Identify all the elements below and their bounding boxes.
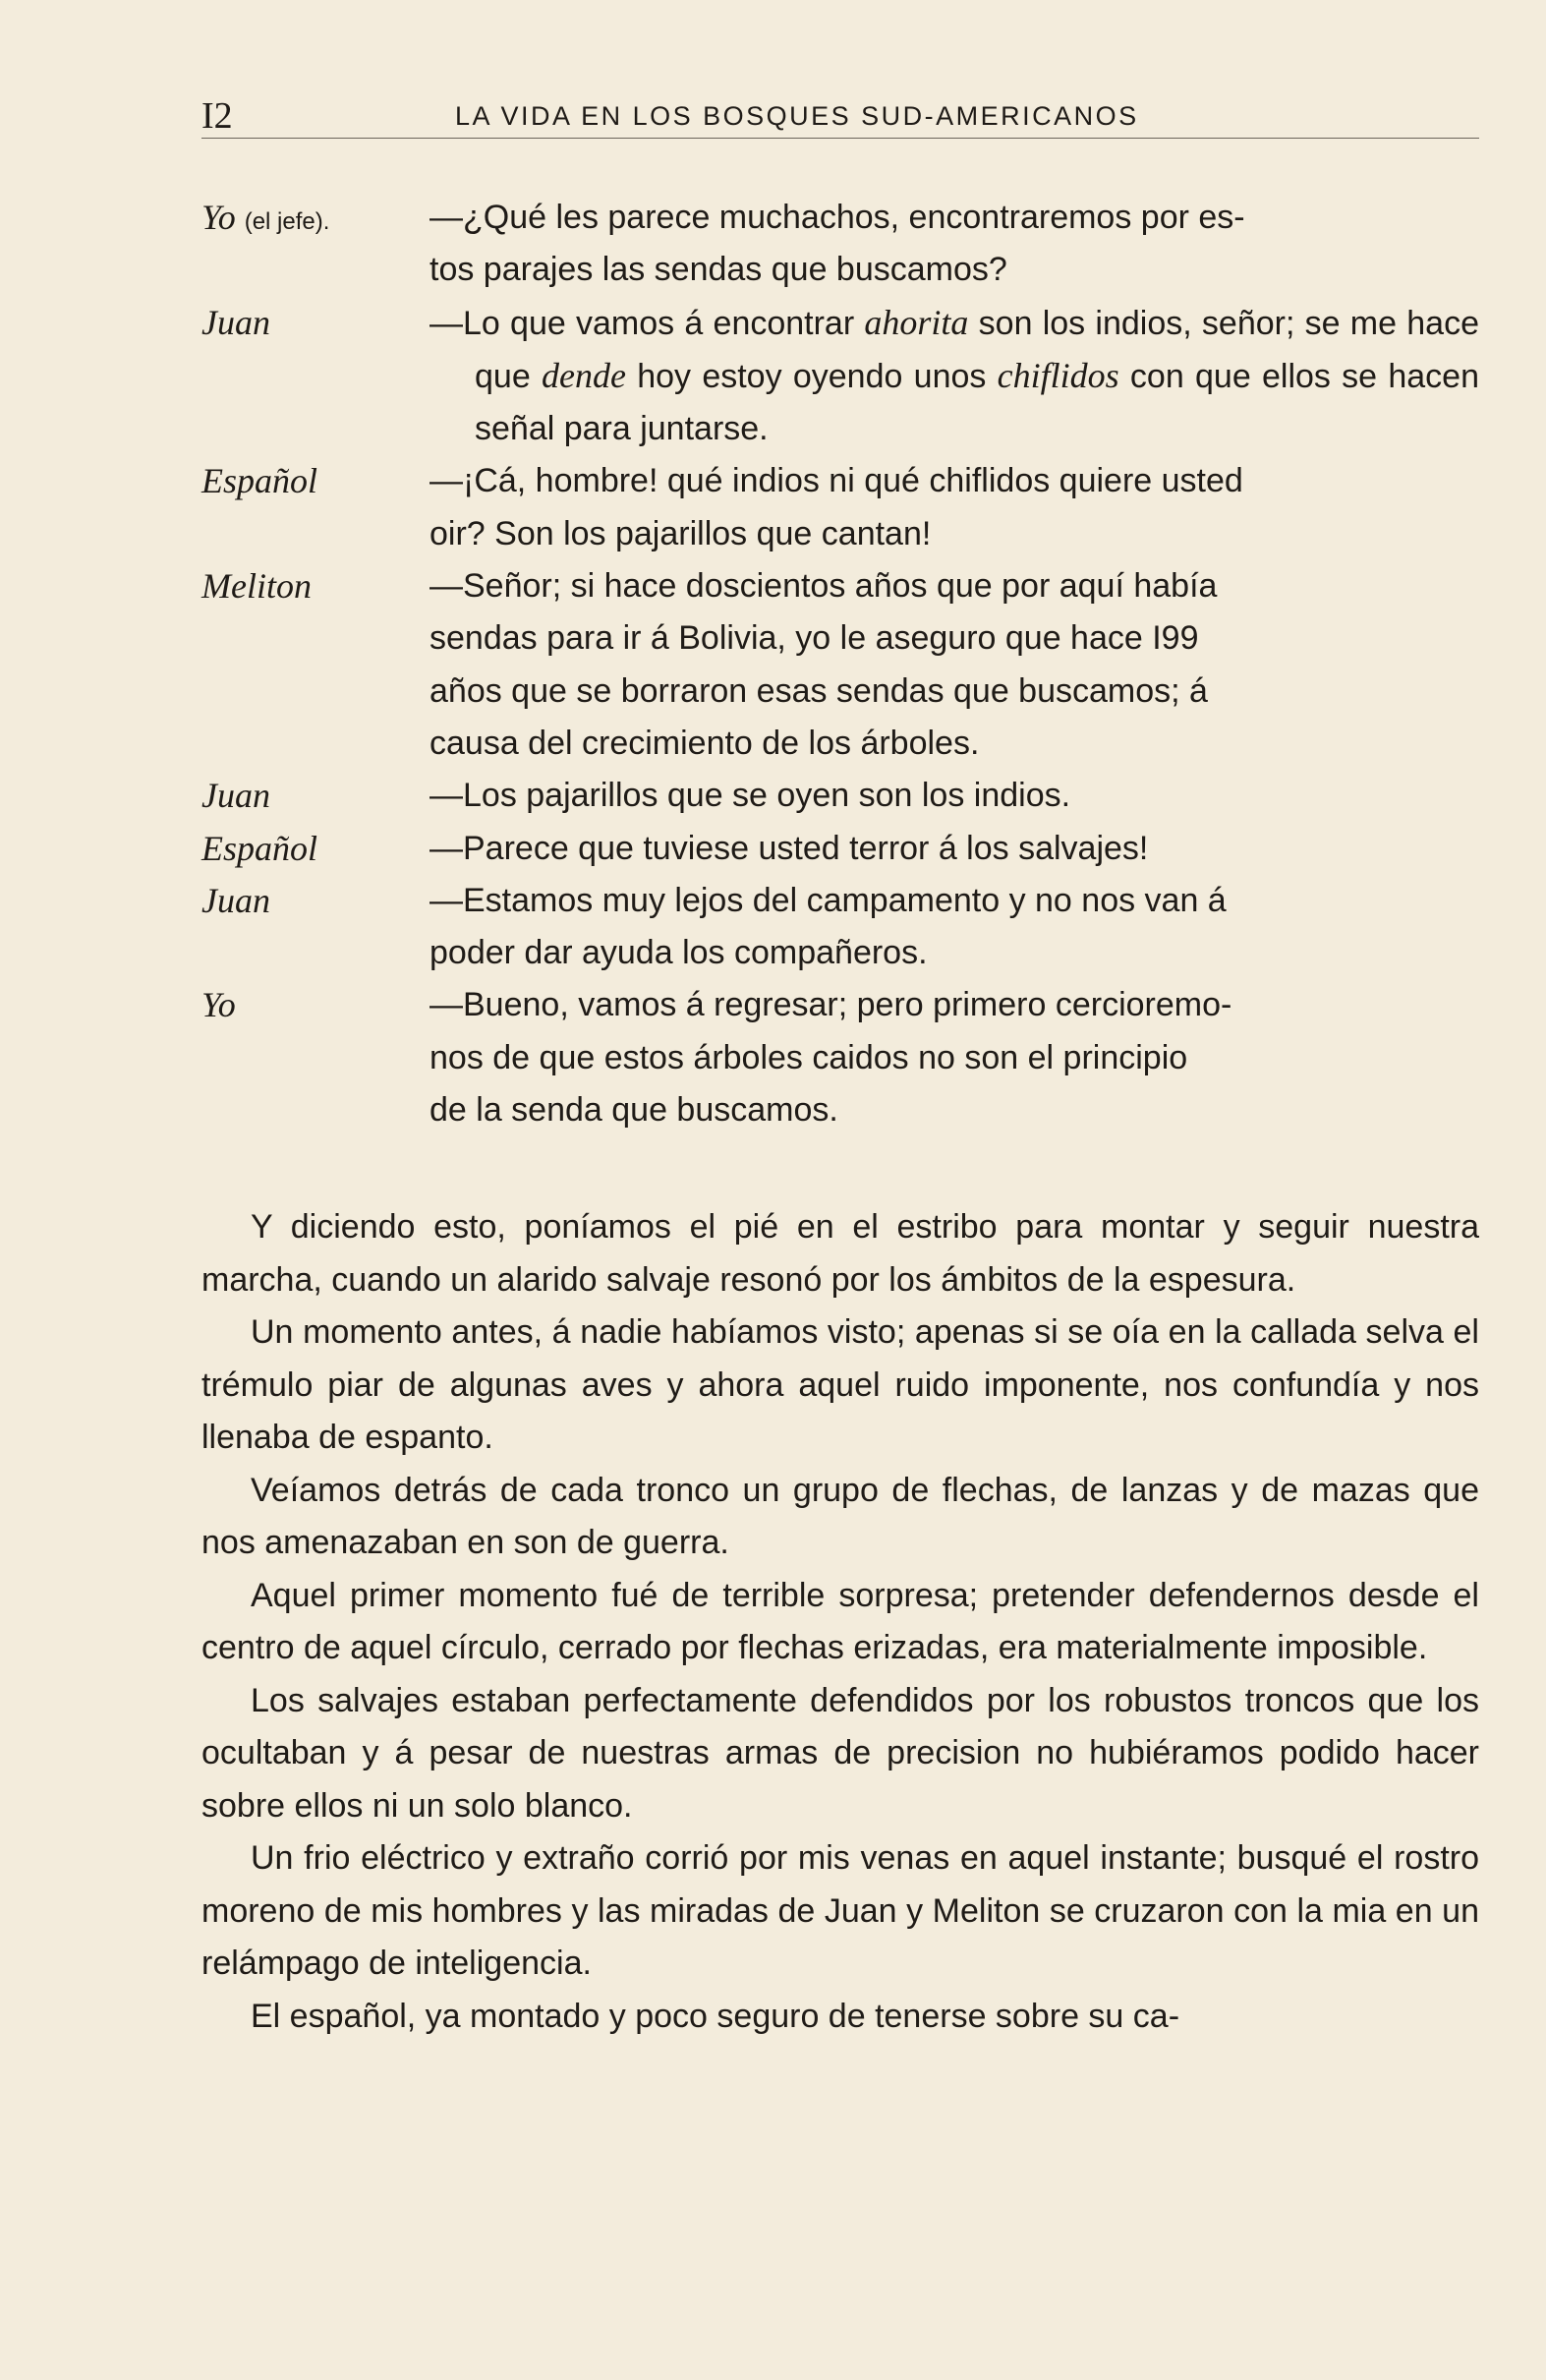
speaker-name: Español xyxy=(201,461,318,501)
speech-text: —¡Cá, hombre! qué indios ni qué chiflidos quiere usted oir? Son los pajarillos que cantan! xyxy=(429,462,1243,552)
speaker-name: Meliton xyxy=(201,566,312,607)
paragraph: Y diciendo esto, poníamos el pié en el estribo para montar y seguir nuestra marcha, cuando un alarido salvaje resonó por los ámbitos de la espesura. xyxy=(201,1208,1479,1299)
dialogue-entry xyxy=(201,979,1479,1136)
speaker-name: Juan xyxy=(201,776,270,816)
speaker-name: Yo xyxy=(201,985,236,1025)
speaker-note: (el jefe). xyxy=(244,208,330,235)
speech-text: —Parece que tuviese usted terror á los salvajes! xyxy=(429,829,1149,867)
speech-text: —Señor; si hace doscientos años que por aquí había sendas para ir á Bolivia, yo le aseguro que hace I99 años que se borraron esas sendas que buscamos; á causa del crecimiento de los árboles. xyxy=(429,567,1218,762)
speech-text: —Bueno, vamos á regresar; pero primero cercioremo- nos de que estos árboles caidos no son el principio de la senda que buscamos. xyxy=(429,986,1232,1130)
page-number: I2 xyxy=(201,95,233,137)
speaker-name: Español xyxy=(201,828,318,868)
speaker-name: Yo (el jefe). xyxy=(201,198,330,237)
speaker-name: Juan xyxy=(201,302,270,342)
paragraph: Aquel primer momento fué de terrible sorpresa; pretender defendernos desde el centro de aquel círculo, cerrado por flechas erizadas, era materialmente imposible. xyxy=(201,1576,1479,1666)
dialect-word: dende xyxy=(542,355,626,395)
speech-text: —Los pajarillos que se oyen son los indios. xyxy=(429,777,1071,815)
speaker-name: Juan xyxy=(201,880,270,920)
dialogue-entry xyxy=(201,192,1479,297)
paragraph: Veíamos detrás de cada tronco un grupo de flechas, de lanzas y de mazas que nos amenazaban en son de guerra. xyxy=(201,1471,1479,1561)
speech-text: —¿Qué les parece muchachos, encontraremos por es- tos parajes las sendas que buscamos? xyxy=(429,199,1245,289)
dialect-word: ahorita xyxy=(864,302,969,342)
paragraph: Los salvajes estaban perfectamente defendidos por los robustos troncos que los ocultaban y á pesar de nuestras armas de precision no hubiéramos podido hacer sobre ellos ni un solo blanco. xyxy=(201,1681,1479,1825)
dialogue-section xyxy=(201,192,1479,1136)
dialogue-entry xyxy=(201,823,1479,875)
narrative-section xyxy=(201,1201,1479,2043)
paragraph: Un frio eléctrico y extraño corrió por mis venas en aquel instante; busqué el rostro moreno de mis hombres y las miradas de Juan y Meliton se cruzaron con la mia en un relámpago de inteligencia. xyxy=(201,1839,1479,1982)
dialogue-entry xyxy=(201,875,1479,980)
running-title: LA VIDA EN LOS BOSQUES SUD-AMERICANOS xyxy=(455,101,1139,131)
paragraph: Un momento antes, á nadie habíamos visto; apenas si se oía en la callada selva el trémulo piar de algunas aves y ahora aquel ruido imponente, nos confundía y nos llenaba de espanto. xyxy=(201,1313,1479,1456)
speech-text: —Lo que vamos á encontrar ahorita son los indios, señor; se me hace que dende hoy estoy oyendo unos chiflidos con que ellos se hacen señal para juntarse. xyxy=(429,302,1479,448)
dialogue-entry xyxy=(201,770,1479,822)
dialogue-entry xyxy=(201,560,1479,770)
speech-text: —Estamos muy lejos del campamento y no nos van á poder dar ayuda los compañeros. xyxy=(429,881,1227,972)
dialogue-entry xyxy=(201,297,1479,456)
dialogue-entry xyxy=(201,455,1479,560)
paragraph: El español, ya montado y poco seguro de tenerse sobre su ca- xyxy=(251,1997,1180,2035)
dialect-word: chiflidos xyxy=(997,355,1119,395)
page-header xyxy=(201,94,1479,139)
